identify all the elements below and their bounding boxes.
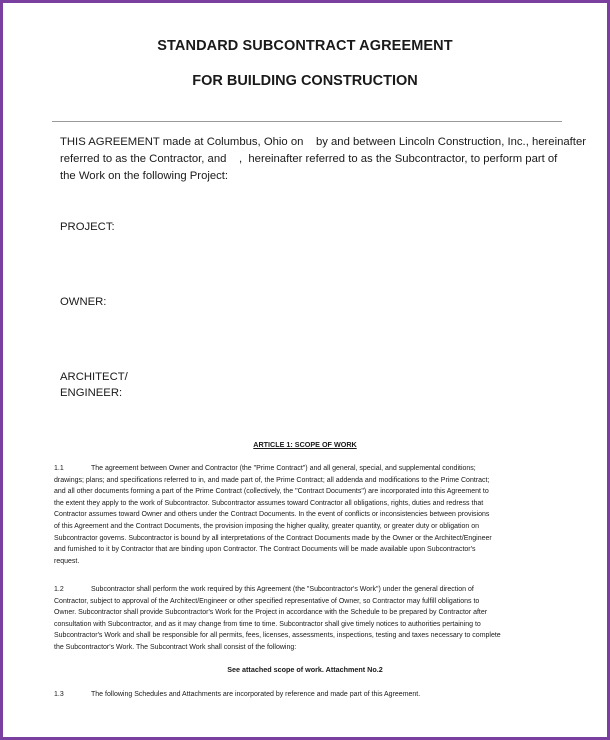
- section-line: Subcontractor governs. Subcontractor is bound by all interpretations of the Contract Documents made by the Owner or the Architect/Engineer: [54, 534, 492, 542]
- section-line: Contractor assumes toward Owner and others under the Contract Documents. In the event of conflicts or inconsistencies between provisions: [54, 511, 490, 519]
- section-line: the Subcontractor's Work. The Subcontract Work shall consist of the following:: [54, 643, 297, 651]
- attachment-note: See attached scope of work. Attachment No.2: [227, 665, 383, 674]
- intro-paragraph: [60, 134, 586, 185]
- section-number: 1.3: [54, 691, 64, 698]
- section-line: and all other documents forming a part of the Prime Contract (collectively, the "Contract Documents") are incorporated into this Agreement to: [54, 488, 489, 496]
- section-body: [54, 463, 554, 567]
- section-line: The agreement between Owner and Contractor (the "Prime Contract") and all general, special, and supplemental conditions;: [91, 465, 476, 472]
- section-body: [54, 584, 554, 654]
- intro-line: the Work on the following Project:: [60, 170, 229, 182]
- article-1-heading: ARTICLE 1: SCOPE OF WORK: [253, 440, 357, 449]
- architect-label: [60, 369, 128, 401]
- section-1-1: [54, 463, 554, 567]
- section-line: Subcontractor shall perform the work required by this Agreement (the "Subcontractor's Work") under the general direction of: [91, 586, 474, 593]
- title-divider: [52, 121, 562, 122]
- section-line: and furnished to it by Contractor that are binding upon Contractor. The Contract Documents will be made available upon Subcontractor's: [54, 546, 476, 554]
- section-line: drawings; plans; and specifications referred to in, and made part of, the Prime Contract; all addenda and modifications to the Prime Contract;: [54, 476, 490, 484]
- section-line: consultation with Subcontractor, and as it may change from time to time. Subcontractor shall give timely notices to authorities pertaining to: [54, 620, 481, 628]
- section-1-3: [54, 689, 554, 701]
- architect-label-line: ARCHITECT/: [60, 371, 128, 383]
- section-line: request.: [54, 557, 80, 565]
- section-line: Owner. Subcontractor shall provide Subcontractor's Work for the Project in accordance with the Schedule to be prepared by Contractor after: [54, 609, 488, 617]
- owner-label: OWNER:: [60, 296, 107, 308]
- intro-line: THIS AGREEMENT made at Columbus, Ohio on by and between Lincoln Construction, Inc., hereinafter: [60, 136, 586, 148]
- section-line: The following Schedules and Attachments are incorporated by reference and made part of this Agreement.: [91, 691, 421, 698]
- section-line: Contractor, subject to approval of the Architect/Engineer or other specified representative of Owner, so Contractor may fulfill obligations to: [54, 597, 480, 605]
- section-line: of this Agreement and the Contract Documents, the provision imposing the higher quality, greater quantity, or greater duty or obligation on: [54, 522, 480, 530]
- section-line: Subcontractor's Work and shall be responsible for all permits, fees, licenses, assessments, inspections, testing and taxes necessary to complete: [54, 632, 501, 640]
- document-subtitle: FOR BUILDING CONSTRUCTION: [192, 73, 418, 89]
- document-title: STANDARD SUBCONTRACT AGREEMENT: [157, 38, 453, 54]
- section-line: the extent they apply to the work of Subcontractor. Subcontractor assumes toward Contractor all obligations, rights, duties and redress that: [54, 499, 484, 507]
- project-label: PROJECT:: [60, 221, 115, 233]
- engineer-label-line: ENGINEER:: [60, 387, 123, 399]
- intro-line: referred to as the Contractor, and , hereinafter referred to as the Subcontractor, to perform part of: [60, 153, 558, 165]
- section-number: 1.2: [54, 586, 64, 593]
- section-1-2: [54, 584, 554, 654]
- section-number: 1.1: [54, 465, 64, 472]
